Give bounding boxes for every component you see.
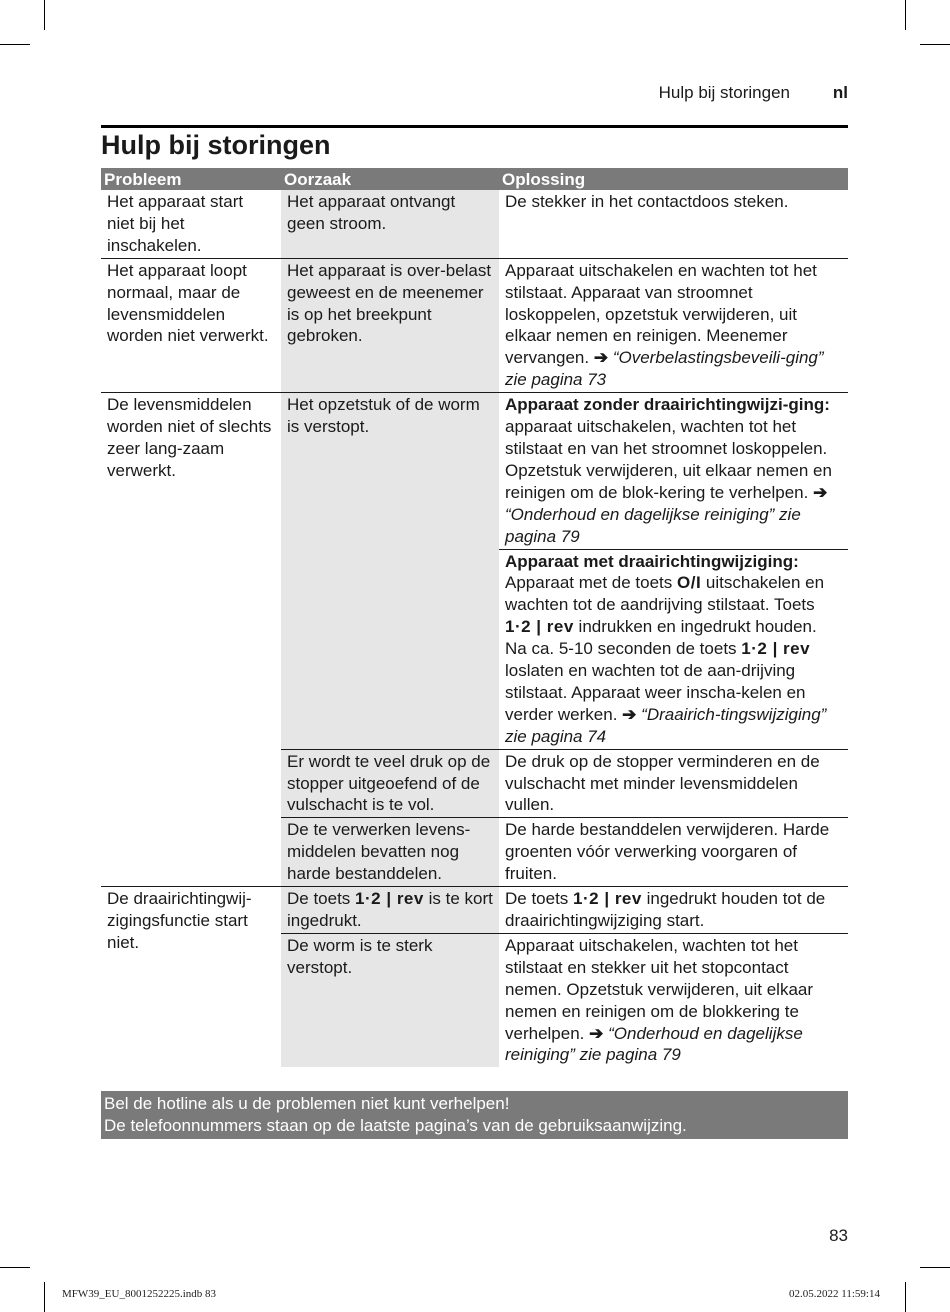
speed-reverse-key-symbol: 1·2 | rev	[505, 617, 574, 637]
crop-mark	[0, 1267, 30, 1268]
page-reference: “Onderhoud en dagelijkse reiniging” zie pagina 79	[505, 1023, 803, 1065]
solution-text: Apparaat met de toets	[505, 573, 673, 593]
running-header-title: Hulp bij storingen	[658, 83, 790, 102]
crop-mark	[44, 0, 45, 30]
solution-text: Apparaat uitschakelen, wachten tot het stilstaat en stekker uit het stopcontact nemen. Opzetstuk verwijderen, uit elkaar nemen en reinigen om de blokkering te verhelpen.	[505, 935, 814, 1043]
cause-text: is te kort ingedrukt.	[287, 889, 493, 930]
page-reference: “Draairich-tingswijziging” zie pagina 74	[505, 704, 827, 746]
cause-cell	[281, 887, 499, 934]
table-row	[101, 258, 848, 392]
problem-cell: Het apparaat loopt normaal, maar de levensmiddelen worden niet verwerkt.	[101, 258, 281, 392]
solution-cell	[499, 258, 848, 392]
cause-cell: Er wordt te veel druk op de stopper uitgeoefend of de vulschacht is te vol.	[281, 749, 499, 818]
solution-text: De toets	[505, 889, 569, 909]
crop-mark	[0, 44, 30, 45]
cause-text: De toets	[287, 889, 351, 909]
cause-cell: De worm is te sterk verstopt.	[281, 933, 499, 1067]
page-title: Hulp bij storingen	[101, 130, 331, 160]
arrow-icon: ➔	[589, 1023, 604, 1043]
column-header-cause: Oorzaak	[281, 168, 499, 190]
print-slug-file: MFW39_EU_8001252225.indb 83	[62, 1288, 216, 1300]
solution-heading: Apparaat met draairichtingwijziging:	[505, 551, 799, 571]
table-row	[101, 887, 848, 934]
solution-text: apparaat uitschakelen, wachten tot het stilstaat en van het stroomnet loskoppelen. Opzetstuk verwijderen, uit elkaar nemen en reinigen om de blok-kering te verhelpen.	[505, 417, 832, 502]
power-key-symbol: O/I	[677, 573, 702, 593]
language-code: nl	[832, 83, 848, 102]
hotline-notice	[101, 1091, 848, 1139]
solution-cell: De stekker in het contactdoos steken.	[505, 192, 789, 211]
solution-cell: De druk op de stopper verminderen en de vulschacht met minder levensmiddelen vullen.	[499, 749, 848, 818]
solution-cell	[499, 393, 848, 750]
solution-variant-with-reverse	[499, 549, 848, 749]
running-header	[100, 83, 848, 107]
solution-text: loslaten en wachten tot de aan-drijving stilstaat. Apparaat weer inscha-kelen en verder werken.	[505, 661, 806, 724]
table-row	[101, 393, 848, 750]
column-header-problem: Probleem	[101, 168, 281, 190]
page-reference: “Overbelastingsbeveili-ging” zie pagina 73	[505, 348, 824, 390]
table-header-row	[101, 168, 848, 190]
speed-reverse-key-symbol: 1·2 | rev	[355, 889, 424, 909]
troubleshooting-table	[101, 168, 848, 1067]
problem-cell: Het apparaat start niet bij het inschakelen.	[107, 192, 244, 255]
page-number: 83	[829, 1226, 848, 1245]
solution-text: indrukken en ingedrukt houden. Na ca. 5-10 seconden de toets	[505, 617, 817, 659]
cause-cell: Het opzetstuk of de worm is verstopt.	[281, 393, 499, 750]
title-rule	[101, 125, 848, 128]
column-header-solution: Oplossing	[499, 168, 848, 190]
hotline-line: Bel de hotline als u de problemen niet kunt verhelpen!	[104, 1094, 510, 1113]
cause-cell: De te verwerken levens-middelen bevatten nog harde bestanddelen.	[281, 818, 499, 887]
crop-mark	[905, 0, 906, 30]
solution-text: ingedrukt houden tot de draairichtingwijziging start.	[505, 889, 826, 930]
cause-cell: Het apparaat ontvangt geen stroom.	[281, 190, 499, 258]
arrow-icon: ➔	[813, 482, 828, 502]
crop-mark	[920, 44, 950, 45]
speed-reverse-key-symbol: 1·2 | rev	[573, 889, 642, 909]
crop-mark	[905, 1282, 906, 1312]
problem-cell: De draairichtingwij-zigingsfunctie start niet.	[101, 887, 281, 1068]
solution-text: uitschakelen en wachten tot de aandrijving stilstaat. Toets	[505, 573, 825, 615]
solution-variant-without-reverse	[499, 393, 848, 548]
arrow-icon: ➔	[622, 704, 637, 724]
print-slug-timestamp: 02.05.2022 11:59:14	[789, 1288, 880, 1300]
crop-mark	[44, 1282, 45, 1312]
solution-text: Apparaat uitschakelen en wachten tot het stilstaat. Apparaat van stroomnet loskoppelen, opzetstuk verwijderen, uit elkaar nemen en reinigen. Meenemer vervangen.	[505, 260, 817, 368]
page-reference: “Onderhoud en dagelijkse reiniging” zie pagina 79	[505, 504, 801, 546]
table-row	[101, 190, 848, 258]
arrow-icon: ➔	[593, 348, 609, 368]
speed-reverse-key-symbol: 1·2 | rev	[741, 639, 811, 659]
solution-cell: De harde bestanddelen verwijderen. Harde groenten vóór verwerking voorgaren of fruiten.	[499, 818, 848, 887]
solution-heading: Apparaat zonder draairichtingwijzi-ging:	[505, 395, 830, 415]
hotline-line: De telefoonnummers staan op de laatste pagina’s van de gebruiksaanwijzing.	[104, 1116, 687, 1135]
crop-mark	[920, 1267, 950, 1268]
problem-cell: De levensmiddelen worden niet of slechts zeer lang-zaam verwerkt.	[101, 393, 281, 887]
solution-cell	[499, 887, 848, 934]
cause-cell: Het apparaat is over-belast geweest en de meenemer is op het breekpunt gebroken.	[281, 258, 499, 392]
solution-cell	[499, 933, 848, 1067]
